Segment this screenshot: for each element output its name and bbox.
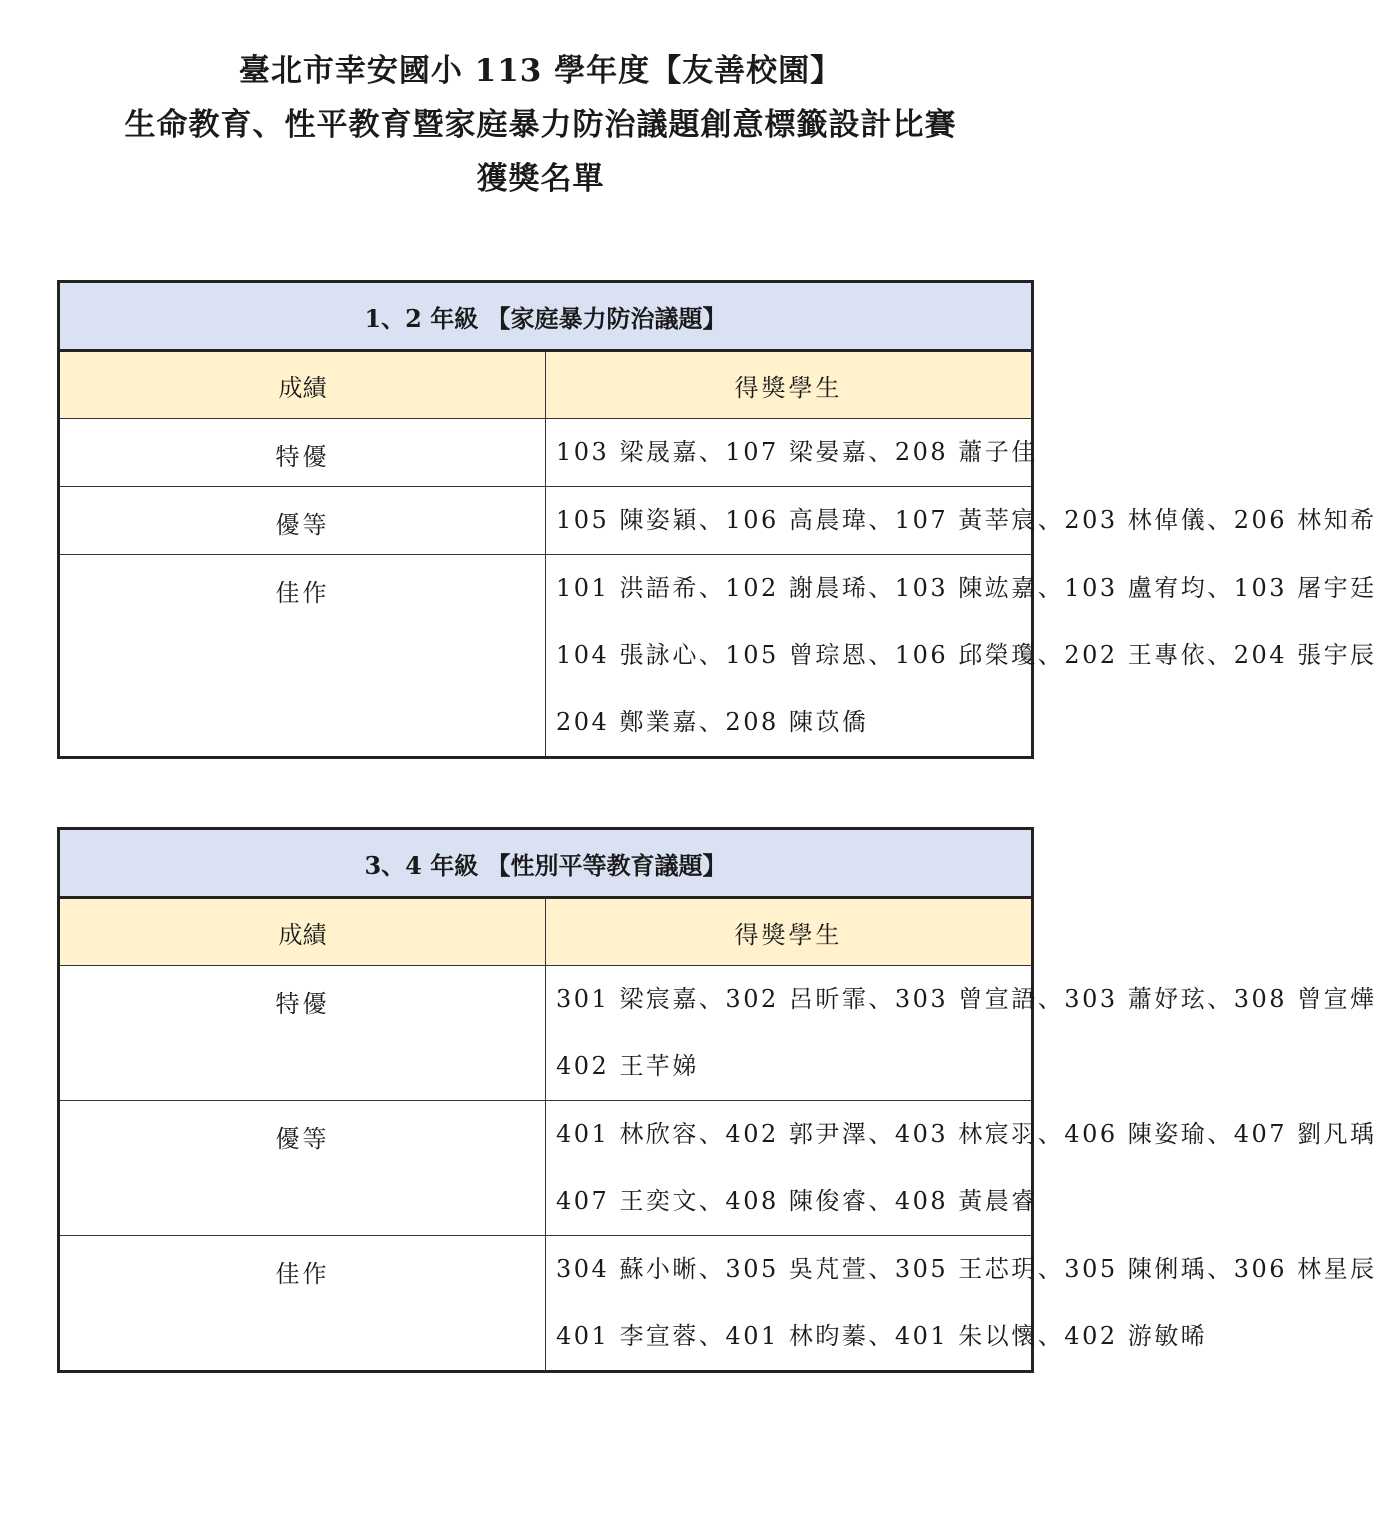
students-cell — [546, 966, 1377, 1101]
award-table-grade-3-4 — [57, 827, 1377, 1373]
student-line: 301 梁宸嘉、302 呂昕霏、303 曾宣語、303 蕭妤玹、308 曾宣燁 — [556, 985, 1377, 1013]
student-line: 401 林欣容、402 郭尹澤、403 林宸羽、406 陳姿瑜、407 劉凡瑀 — [556, 1120, 1377, 1148]
students-cell — [546, 1101, 1377, 1236]
title-line: 獲獎名單 — [476, 161, 605, 197]
table-heading: 1、2 年級 【家庭暴力防治議題】 — [59, 282, 1033, 351]
column-header-students: 得獎學生 — [546, 898, 1033, 966]
student-line: 204 鄭業嘉、208 陳苡僑 — [556, 708, 869, 736]
grade-cell: 佳作 — [59, 1236, 546, 1372]
student-line: 401 李宣蓉、401 林昀蓁、401 朱以懷、402 游敏晞 — [556, 1322, 1208, 1350]
title-line: 臺北市幸安國小 113 學年度【友善校園】 — [238, 53, 843, 89]
table-row — [59, 966, 1033, 1101]
students-cell — [546, 555, 1377, 758]
award-table-grade-1-2 — [57, 280, 1377, 759]
table-row — [59, 419, 1033, 487]
grade-cell: 特優 — [59, 419, 546, 487]
title-line: 生命教育、性平教育暨家庭暴力防治議題創意標籤設計比賽 — [124, 107, 957, 143]
student-line: 103 梁晟嘉、107 梁晏嘉、208 蕭子佳 — [556, 438, 1038, 466]
student-line: 402 王芊娣 — [556, 1052, 699, 1080]
student-line: 101 洪語希、102 謝晨琋、103 陳竑嘉、103 盧宥均、103 屠宇廷 — [556, 574, 1377, 602]
table-row — [59, 487, 1033, 555]
students-cell — [546, 1236, 1377, 1372]
document-title — [0, 44, 1081, 206]
student-line: 105 陳姿穎、106 高晨瑋、107 黃莘宸、203 林倬儀、206 林知希 — [556, 506, 1377, 534]
students-cell — [546, 419, 1038, 487]
table-row — [59, 555, 1033, 758]
table-heading: 3、4 年級 【性別平等教育議題】 — [59, 829, 1033, 898]
student-line: 304 蘇小晰、305 吳芃萱、305 王芯玥、305 陳俐瑀、306 林星辰 — [556, 1255, 1377, 1283]
grade-cell: 優等 — [59, 1101, 546, 1236]
students-cell — [546, 487, 1377, 555]
table-row — [59, 1101, 1033, 1236]
table-row — [59, 1236, 1033, 1372]
grade-cell: 優等 — [59, 487, 546, 555]
column-header-grade: 成績 — [59, 898, 546, 966]
column-header-students: 得獎學生 — [546, 351, 1033, 419]
grade-cell: 佳作 — [59, 555, 546, 758]
student-line: 104 張詠心、105 曾琮恩、106 邱榮瓊、202 王專依、204 張宇辰 — [556, 641, 1377, 669]
student-line: 407 王奕文、408 陳俊睿、408 黃晨睿 — [556, 1187, 1038, 1215]
column-header-grade: 成績 — [59, 351, 546, 419]
grade-cell: 特優 — [59, 966, 546, 1101]
